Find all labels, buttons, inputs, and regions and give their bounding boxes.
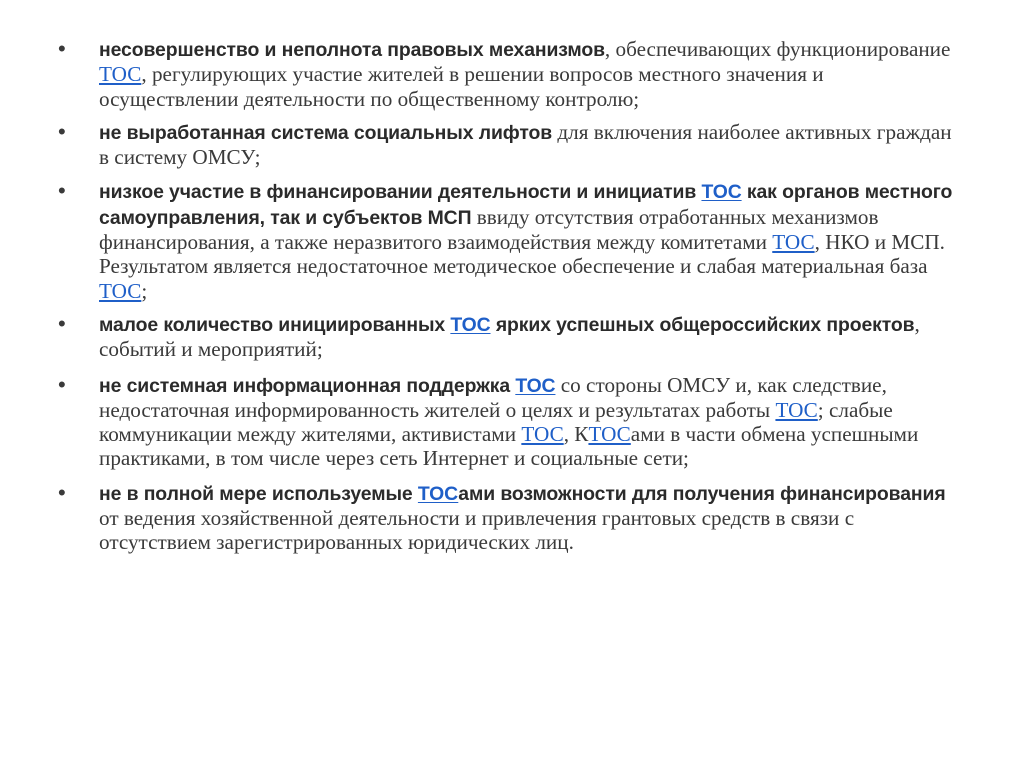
bold-text: рос [710,313,744,336]
bold-text: как органов местного самоуправления, так и субъектов МСП [99,181,953,229]
body-text: ввиду отсутствия отработанных механизмов финансирования, а также неразвитого взаимодействия между комитетами [99,204,879,255]
bold-text: не в полной мере используемые [99,482,418,505]
bold-text: сийских проектов [743,313,915,336]
body-text: , регулирующих участие жителей в решении вопросов местного значения и осуществлении деятельности по общественному контролю; [99,62,824,111]
bold-text: ами возможности для получения финансирования [458,482,946,505]
bullet-marker: • [58,371,66,397]
body-text: ; слабые коммуникации между жителями, активистами [99,397,893,447]
bullet-list [58,37,958,564]
tos-link[interactable]: ТОС [99,62,142,87]
bullet-marker: • [58,178,66,204]
tos-link[interactable]: ТОС [588,422,631,447]
bullet-marker: • [58,479,66,505]
bold-text: ярких успешных обще [490,313,711,336]
bold-text: не системная информационная поддержка [99,374,516,397]
body-text: ; [141,278,148,303]
tos-link[interactable]: ТОС [775,397,818,422]
bold-text: несовершенство и неполнота правовых механизмов [99,39,605,61]
body-text: , событий и мероприятий; [99,311,920,362]
bold-text: не выработанная система социальных лифтов [99,121,553,144]
bold-text: низкое участие в финансировании деятельности и инициатив [99,181,702,204]
bullet-item [58,373,958,471]
bullet-item [58,120,958,170]
bullet-item [58,481,958,555]
tos-link[interactable]: ТОС [450,313,491,336]
tos-link[interactable]: ТОС [99,278,142,303]
body-text: для включения наиболее активных граждан в систему ОМСУ; [99,119,952,170]
bullet-marker: • [58,36,66,61]
tos-link[interactable]: ТОС [772,230,815,255]
bullet-item [58,179,958,302]
body-text: со стороны ОМСУ и, как следствие, недостаточная информированность жителей о целях и результатах работы [99,372,887,422]
body-text: , К [563,422,589,447]
bold-text: малое количество инициированных [99,313,451,336]
bullet-marker: • [58,118,66,144]
bullet-marker: • [58,310,66,336]
body-text: от ведения хозяйственной деятельности и привлечения грантовых средств в связи с отсутствием зарегистрированных юридических лиц. [99,506,855,555]
bullet-item [58,312,958,362]
body-text: ами в части обмена успешными практиками, в том числе через сеть Интернет и социальные сети; [99,422,919,471]
bullet-item [58,37,958,111]
body-text: , НКО и МСП. Результатом является недостаточное методическое обеспечение и слабая материальная база [99,230,945,279]
tos-link[interactable]: ТОС [417,482,459,505]
tos-link[interactable]: ТОС [515,374,556,397]
tos-link[interactable]: ТОС [701,181,742,204]
body-text: , обеспечивающих функционирование [604,37,951,61]
tos-link[interactable]: ТОС [521,422,564,447]
